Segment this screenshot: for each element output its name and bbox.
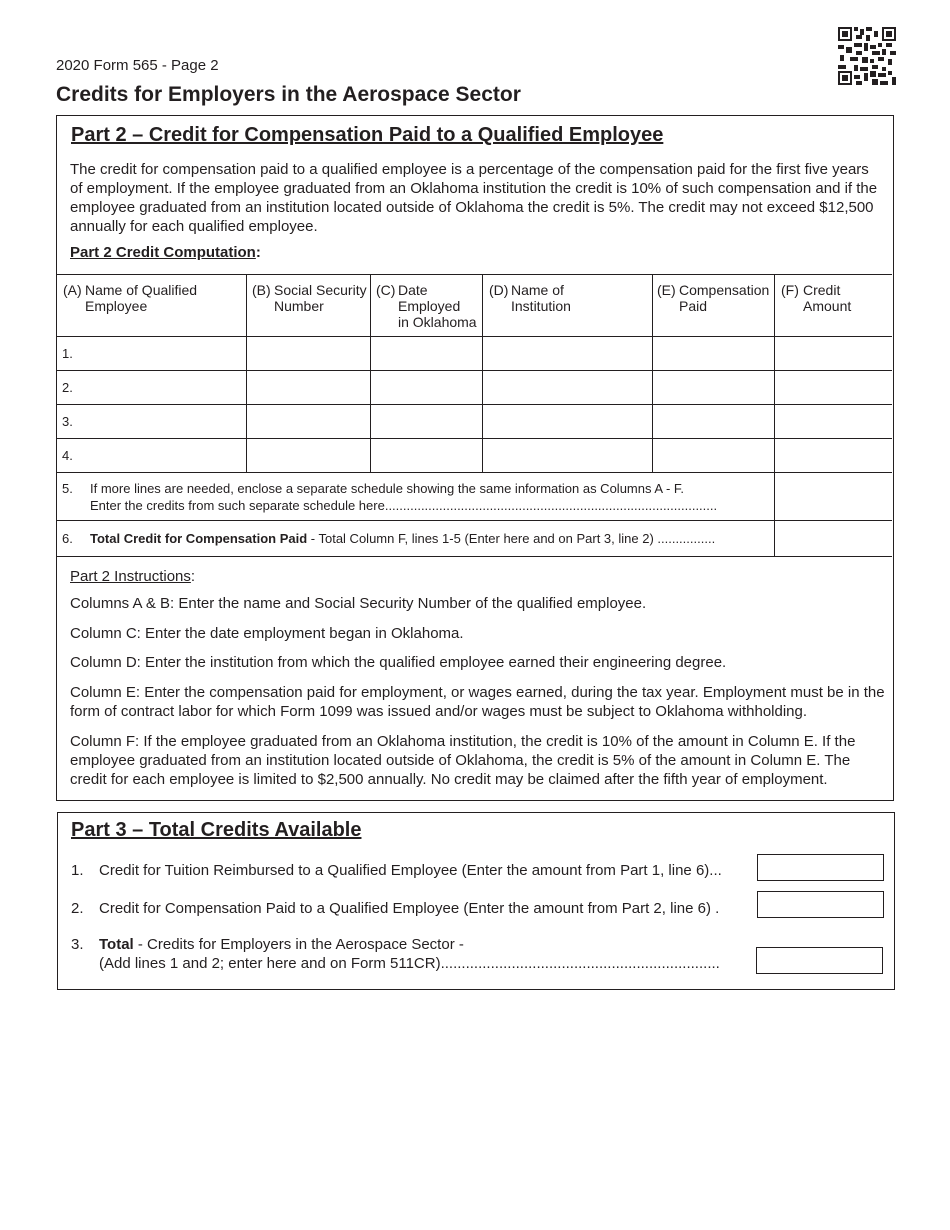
part3-line1-text: Credit for Tuition Reimbursed to a Qualified Employee (Enter the amount from Part 1, line 6)... bbox=[99, 862, 722, 879]
line6-text: Total Credit for Compensation Paid - Total Column F, lines 1-5 (Enter here and on Part 3, line 2) ................ bbox=[90, 531, 716, 546]
part2-section: Part 2 – Credit for Compensation Paid to a Qualified Employee The credit for compensation paid to a qualified employee is a percentage of the compensation paid for the first five years of employment. If the employee graduated from an Oklahoma institution the credit is 10% of such compensation and if the employee graduated from an institution located outside of Oklahoma the credit is 5%. The credit may not exceed $12,500 annually for each qualified employee. Part 2 Credit Computation: (A) Name of Qualified Employee (B) Social Security Number (C) Date Employed in Oklahoma (D) Name of Institution (E) Compensation Paid (F) Credit Amount 1. 2. 3. 4. 5. If more lines are needed, enclose a separate schedule showing the same information as Columns A - F. Enter the credits from such separate schedule here............................................................................................ 6. Total Credit for Compensation Paid - Total Column F, lines 1-5 (Enter here and on Part 3, line 2) ................ Part 2 Instructions: Columns A & B: Enter the name and Social Security Number of the qualified employee. Column C: Enter the date employment began in Oklahoma. Column D: Enter the institution from which the qualified employee earned their engineering degree. Column E: Enter the compensation paid for employment, or wages earned, during the tax year. Employment must be in the form of contract labor for which Form 1099 was issued and/or wages must be subject to Oklahoma withholding. Column F: If the employee graduated from an Oklahoma institution, the credit is 10% of the amount in Column E. If the employee graduated from an institution located outside of Oklahoma, the credit is 5% of the amount in Column E. The credit for each employee is limited to $2,500 annually. No credit may be claimed after the fifth year of employment. bbox=[56, 115, 894, 801]
part2-heading: Part 2 – Credit for Compensation Paid to a Qualified Employee bbox=[71, 124, 664, 146]
table-row: 1. bbox=[62, 346, 73, 361]
part3-heading: Part 3 – Total Credits Available bbox=[71, 819, 362, 841]
part3-line1-amount-field[interactable] bbox=[757, 854, 884, 881]
part3-line3-text: Total - Credits for Employers in the Aerospace Sector - (Add lines 1 and 2; enter here and on Form 511CR)................................................................... bbox=[99, 936, 720, 972]
table-row: 3. bbox=[62, 414, 73, 429]
part3-line3-amount-field[interactable] bbox=[756, 947, 883, 974]
part3-line1-number: 1. bbox=[71, 862, 84, 879]
instruction-item: Columns A & B: Enter the name and Social Security Number of the qualified employee. bbox=[70, 595, 647, 612]
instruction-item: Column F: If the employee graduated from an Oklahoma institution, the credit is 10% of the amount in Column E. If the employee graduated from an institution located outside of Oklahoma, the credit is 5% of the amount in Column E. The credit for each employee is limited to $2,500 annually. No credit may be claimed after the fifth year of employment. bbox=[70, 733, 856, 788]
part3-line2-number: 2. bbox=[71, 900, 84, 917]
line5-text: If more lines are needed, enclose a separate schedule showing the same information as Columns A - F. Enter the credits from such separate schedule here............................................................................................ bbox=[90, 481, 718, 513]
line6-number: 6. bbox=[62, 531, 73, 546]
part3-line2-text: Credit for Compensation Paid to a Qualified Employee (Enter the amount from Part 2, line 6) . bbox=[99, 900, 720, 917]
page-title: Credits for Employers in the Aerospace Sector bbox=[56, 83, 521, 106]
part2-instructions-heading: Part 2 Instructions: bbox=[70, 568, 196, 585]
form-reference: 2020 Form 565 - Page 2 bbox=[56, 57, 219, 74]
instruction-item: Column E: Enter the compensation paid for employment, or wages earned, during the tax year. Employment must be in the form of contract labor for which Form 1099 was issued and/or wages must be subject to Oklahoma withholding. bbox=[70, 684, 885, 720]
part3-line2-amount-field[interactable] bbox=[757, 891, 884, 918]
part3-line3-number: 3. bbox=[71, 936, 84, 953]
instruction-item: Column D: Enter the institution from which the qualified employee earned their engineering degree. bbox=[70, 654, 727, 671]
part2-computation-heading: Part 2 Credit Computation: bbox=[70, 244, 261, 261]
table-row: 4. bbox=[62, 448, 73, 463]
qr-code-icon bbox=[838, 27, 896, 85]
instruction-item: Column C: Enter the date employment began in Oklahoma. bbox=[70, 625, 464, 642]
part3-section bbox=[57, 812, 895, 990]
line5-number: 5. bbox=[62, 481, 73, 496]
part2-intro: The credit for compensation paid to a qualified employee is a percentage of the compensation paid for the first five years of employment. If the employee graduated from an Oklahoma institution the credit is 10% of such compensation and if the employee graduated from an institution located outside of Oklahoma the credit is 5%. The credit may not exceed $12,500 annually for each qualified employee. bbox=[70, 161, 878, 235]
table-row: 2. bbox=[62, 380, 73, 395]
